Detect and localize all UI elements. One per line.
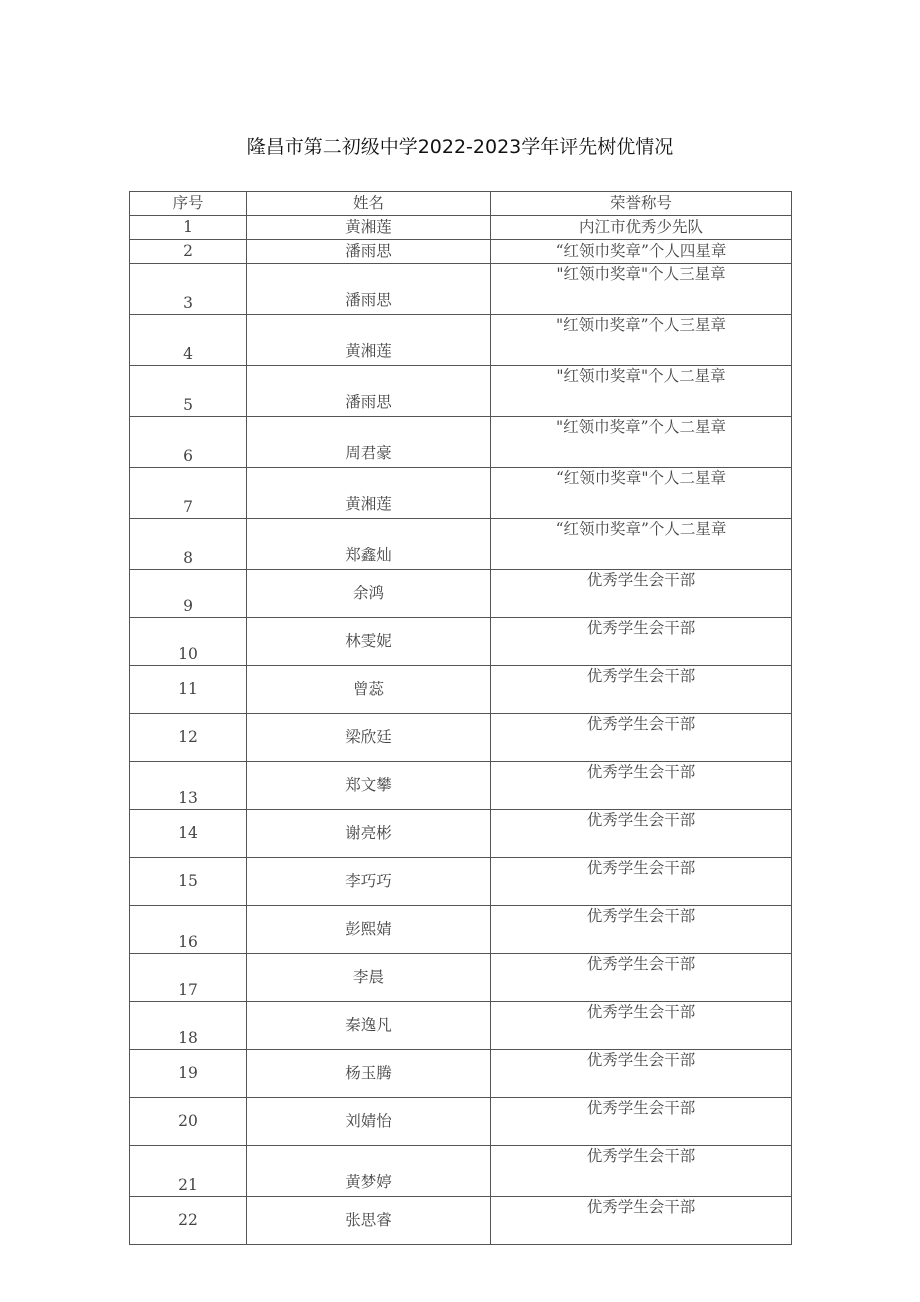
table-row [130,366,792,417]
row-name: 潘雨思 [247,264,491,315]
table-row [130,858,792,906]
row-number: 15 [130,858,247,906]
row-name: 林雯妮 [247,618,491,666]
row-number: 21 [130,1146,247,1197]
row-honor: 优秀学生会干部 [491,810,792,858]
row-name: 刘婧怡 [247,1098,491,1146]
row-honor: 优秀学生会干部 [491,762,792,810]
table-row [130,1146,792,1197]
honors-table [129,191,792,1245]
row-name: 黄湘莲 [247,315,491,366]
row-honor: "红领巾奖章”个人二星章 [491,417,792,468]
row-name: 杨玉腾 [247,1050,491,1098]
row-honor: 优秀学生会干部 [491,666,792,714]
table-header-row [130,192,792,216]
row-number: 16 [130,906,247,954]
row-name: 黄湘莲 [247,468,491,519]
row-name: 周君豪 [247,417,491,468]
table-row [130,954,792,1002]
table-row [130,417,792,468]
row-honor: 优秀学生会干部 [491,1002,792,1050]
row-number: 5 [130,366,247,417]
table-row [130,468,792,519]
table-row [130,1050,792,1098]
table-row [130,519,792,570]
row-honor: “红领巾奖章”个人二星章 [491,519,792,570]
row-honor: 优秀学生会干部 [491,714,792,762]
row-name: 潘雨思 [247,366,491,417]
table-row [130,570,792,618]
row-name: 黄湘莲 [247,216,491,240]
row-honor: "红领巾奖章"个人三星章 [491,264,792,315]
row-honor: 优秀学生会干部 [491,618,792,666]
row-honor: 优秀学生会干部 [491,1197,792,1245]
row-name: 潘雨思 [247,240,491,264]
table-row [130,666,792,714]
row-name: 黄梦婷 [247,1146,491,1197]
row-number: 6 [130,417,247,468]
row-number: 18 [130,1002,247,1050]
row-number: 3 [130,264,247,315]
table-row [130,906,792,954]
row-honor: 优秀学生会干部 [491,858,792,906]
header-number: 序号 [130,192,247,216]
table-row [130,1197,792,1245]
row-number: 12 [130,714,247,762]
page-title: 隆昌市第二初级中学2022-2023学年评先树优情况 [246,136,674,158]
row-number: 22 [130,1197,247,1245]
row-honor: 优秀学生会干部 [491,954,792,1002]
row-honor: 优秀学生会干部 [491,570,792,618]
row-number: 17 [130,954,247,1002]
table-row [130,714,792,762]
table-row [130,216,792,240]
row-name: 张思睿 [247,1197,491,1245]
row-name: 梁欣廷 [247,714,491,762]
row-name: 李晨 [247,954,491,1002]
row-honor: 内江市优秀少先队 [491,216,792,240]
header-name: 姓名 [247,192,491,216]
row-number: 7 [130,468,247,519]
row-number: 1 [130,216,247,240]
table-row [130,762,792,810]
table-row [130,1002,792,1050]
row-number: 20 [130,1098,247,1146]
row-number: 4 [130,315,247,366]
row-name: 郑文攀 [247,762,491,810]
row-number: 2 [130,240,247,264]
row-honor: 优秀学生会干部 [491,1146,792,1197]
header-honor: 荣誉称号 [491,192,792,216]
row-name: 谢亮彬 [247,810,491,858]
table-row [130,315,792,366]
row-honor: “红领巾奖章”个人四星章 [491,240,792,264]
table-row [130,618,792,666]
row-honor: “红领巾奖章"个人二星章 [491,468,792,519]
row-number: 9 [130,570,247,618]
row-honor: "红领巾奖章"个人二星章 [491,366,792,417]
row-honor: 优秀学生会干部 [491,906,792,954]
row-number: 11 [130,666,247,714]
table-row [130,264,792,315]
row-honor: 优秀学生会干部 [491,1098,792,1146]
row-number: 10 [130,618,247,666]
row-number: 13 [130,762,247,810]
row-honor: "红领巾奖章”个人三星章 [491,315,792,366]
table-row [130,1098,792,1146]
row-number: 14 [130,810,247,858]
row-name: 郑鑫灿 [247,519,491,570]
row-honor: 优秀学生会干部 [491,1050,792,1098]
row-number: 19 [130,1050,247,1098]
row-name: 余鸿 [247,570,491,618]
row-name: 秦逸凡 [247,1002,491,1050]
row-name: 李巧巧 [247,858,491,906]
row-number: 8 [130,519,247,570]
table-row [130,240,792,264]
table-row [130,810,792,858]
row-name: 曾蕊 [247,666,491,714]
row-name: 彭熙婧 [247,906,491,954]
